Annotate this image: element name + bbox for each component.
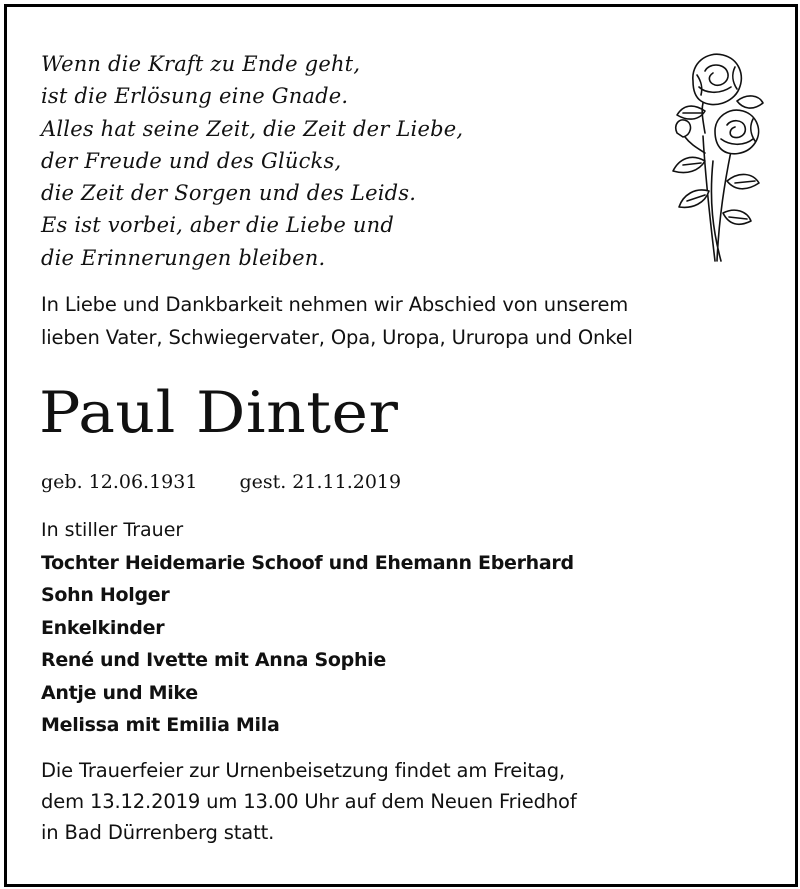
- service-line: Die Trauerfeier zur Urnenbeisetzung findet am Freitag,: [41, 759, 565, 782]
- poem-line: ist die Erlösung eine Gnade.: [41, 84, 349, 109]
- poem-line: Es ist vorbei, aber die Liebe und: [41, 213, 394, 238]
- notice-content: [7, 7, 795, 884]
- deceased-name: Paul Dinter: [39, 380, 399, 446]
- funeral-service-info: [41, 755, 577, 848]
- death-date: gest. 21.11.2019: [239, 471, 402, 493]
- rose-bouquet-icon: [643, 41, 767, 267]
- mourner-line: Melissa mit Emilia Mila: [41, 714, 280, 736]
- farewell-intro: [41, 288, 633, 354]
- poem-line: Wenn die Kraft zu Ende geht,: [41, 52, 361, 76]
- mourner-line: Tochter Heidemarie Schoof und Ehemann Eberhard: [41, 551, 574, 574]
- mourner-line: Enkelkinder: [41, 616, 165, 639]
- mourners-intro: In stiller Trauer: [41, 519, 184, 541]
- poem-line: die Zeit der Sorgen und des Leids.: [41, 181, 417, 206]
- obituary-notice: [4, 4, 798, 887]
- intro-line: lieben Vater, Schwiegervater, Opa, Uropa, Ururopa und Onkel: [41, 326, 633, 349]
- mourner-line: Sohn Holger: [41, 584, 170, 606]
- poem-line: der Freude und des Glücks,: [41, 148, 342, 173]
- poem-line: Alles hat seine Zeit, die Zeit der Liebe,: [41, 116, 464, 141]
- mourners-block: [41, 514, 574, 742]
- birth-date: geb. 12.06.1931: [41, 471, 198, 493]
- intro-line: In Liebe und Dankbarkeit nehmen wir Abschied von unserem: [41, 293, 629, 316]
- mourner-line: René und Ivette mit Anna Sophie: [41, 649, 386, 671]
- poem-line: die Erinnerungen bleiben.: [41, 245, 326, 270]
- mourner-line: Antje und Mike: [41, 681, 198, 704]
- memorial-poem: [41, 48, 463, 274]
- life-dates: [41, 468, 401, 496]
- service-line: dem 13.12.2019 um 13.00 Uhr auf dem Neuen Friedhof: [41, 790, 577, 813]
- service-line: in Bad Dürrenberg statt.: [41, 821, 275, 844]
